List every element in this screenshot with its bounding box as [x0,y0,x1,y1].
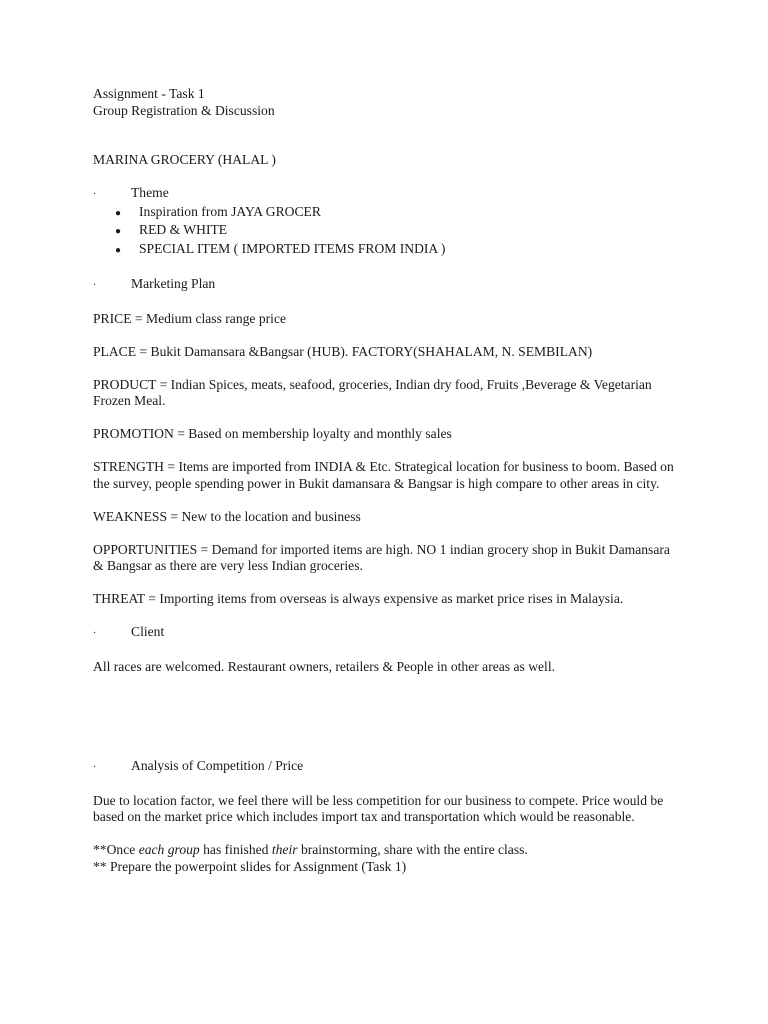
bullet-marker: · [93,189,97,200]
note-text: brainstorming, share with the entire class. [297,842,528,857]
client-paragraph: All races are welcomed. Restaurant owners, retailers & People in other areas as well. [93,659,556,674]
bullet-disc-icon: ● [115,244,122,256]
section-theme-heading [93,185,683,204]
bullet-marker: · [93,279,97,291]
note-emphasis: each group [138,842,200,857]
opportunities-paragraph: OPPORTUNITIES = Demand for imported items are high. NO 1 indian grocery shop in Bukit Damansara & Bangsar as there are very less Indian groceries. [93,541,670,573]
note-line-2: ** Prepare the powerpoint slides for Assignment (Task 1) [93,858,407,874]
price-paragraph: PRICE = Medium class range price [93,310,287,326]
note-text: has finished [199,842,272,857]
note-line-1 [93,842,683,859]
section-heading-label: Analysis of Competition / Price [131,757,304,773]
bullet-disc-icon: ● [115,226,122,237]
list-item [93,241,683,260]
note-emphasis: their [271,842,298,857]
bullet-disc-icon: ● [115,207,122,219]
section-analysis-heading [93,758,683,777]
section-marketing-heading [93,276,683,295]
document-page [93,86,683,875]
bullet-marker: · [93,761,97,773]
section-client-heading [93,624,683,643]
section-heading-label: Client [131,624,165,639]
list-item-text: RED & WHITE [139,222,228,237]
place-paragraph: PLACE = Bukit Damansara &Bangsar (HUB). FACTORY(SHAHALAM, N. SEMBILAN) [93,343,593,359]
product-paragraph: PRODUCT = Indian Spices, meats, seafood, groceries, Indian dry food, Fruits ,Beverage & Vegetarian Frozen Meal. [93,376,652,408]
header-line-1: Assignment - Task 1 [93,86,205,101]
document-title: MARINA GROCERY (HALAL ) [93,152,276,167]
note-text: **Once [93,842,139,857]
section-heading-label: Marketing Plan [131,275,216,291]
threat-paragraph: THREAT = Importing items from overseas is always expensive as market price rises in Malaysia. [93,591,624,606]
list-item-text: SPECIAL ITEM ( IMPORTED ITEMS FROM INDIA ) [139,240,446,256]
section-heading-label: Theme [131,185,169,200]
analysis-paragraph: Due to location factor, we feel there will be less competition for our business to compete. Price would be based on the market price which includes import tax and transportation which would be reasonable. [93,792,664,824]
promotion-paragraph: PROMOTION = Based on membership loyalty and monthly sales [93,426,452,441]
list-item [93,204,683,223]
bullet-marker: · [93,628,97,639]
strength-paragraph: STRENGTH = Items are imported from INDIA & Etc. Strategical location for business to boom. Based on the survey, people spending power in Bukit damansara & Bangsar is high compare to other areas in city. [93,459,674,491]
list-item [93,222,683,241]
weakness-paragraph: WEAKNESS = New to the location and business [93,508,361,524]
list-item-text: Inspiration from JAYA GROCER [139,203,321,219]
header-line-2: Group Registration & Discussion [93,102,275,118]
theme-list [93,204,683,260]
